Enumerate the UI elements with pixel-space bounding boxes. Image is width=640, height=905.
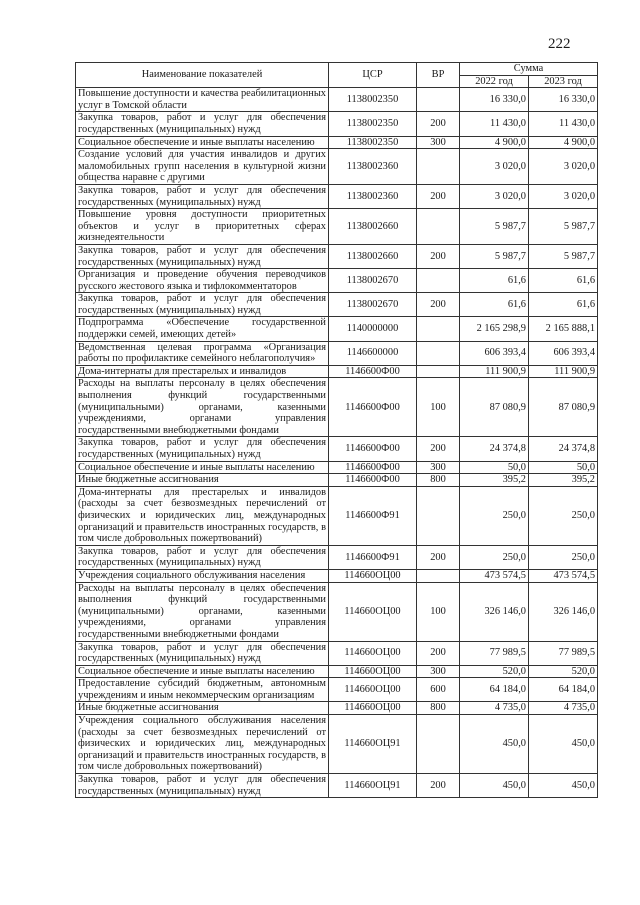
table-row <box>76 365 598 378</box>
table-row <box>76 244 598 268</box>
budget-table <box>75 62 598 798</box>
row-name: Подпрограмма «Обеспечение государственной поддержки семей, имеющих детей» <box>76 317 329 341</box>
table-row <box>76 317 598 341</box>
table-row <box>76 545 598 569</box>
row-csr: 1146600Ф00 <box>329 461 417 474</box>
row-value-2023: 61,6 <box>529 269 598 293</box>
row-value-2023: 77 989,5 <box>529 641 598 665</box>
table-row <box>76 702 598 715</box>
row-value-2023: 5 987,7 <box>529 244 598 268</box>
row-name: Иные бюджетные ассигнования <box>76 702 329 715</box>
header-sum: Сумма <box>460 63 598 76</box>
row-csr: 1146600Ф00 <box>329 365 417 378</box>
row-vr: 300 <box>417 665 460 678</box>
row-value-2022: 16 330,0 <box>460 88 529 112</box>
row-value-2022: 24 374,8 <box>460 437 529 461</box>
row-csr: 1146600Ф00 <box>329 378 417 437</box>
row-name: Иные бюджетные ассигнования <box>76 474 329 487</box>
row-value-2023: 16 330,0 <box>529 88 598 112</box>
row-value-2023: 473 574,5 <box>529 569 598 582</box>
row-value-2023: 61,6 <box>529 293 598 317</box>
row-value-2023: 450,0 <box>529 715 598 774</box>
row-vr: 200 <box>417 293 460 317</box>
row-value-2022: 250,0 <box>460 545 529 569</box>
row-value-2023: 5 987,7 <box>529 209 598 245</box>
row-value-2022: 250,0 <box>460 486 529 545</box>
row-csr: 114660ОЦ00 <box>329 569 417 582</box>
row-value-2023: 3 020,0 <box>529 184 598 208</box>
row-csr: 1146600Ф91 <box>329 486 417 545</box>
row-vr <box>417 209 460 245</box>
row-vr: 300 <box>417 461 460 474</box>
row-value-2023: 3 020,0 <box>529 149 598 185</box>
table-row <box>76 209 598 245</box>
row-value-2023: 250,0 <box>529 486 598 545</box>
row-value-2022: 5 987,7 <box>460 209 529 245</box>
row-csr: 1138002670 <box>329 269 417 293</box>
row-value-2022: 520,0 <box>460 665 529 678</box>
row-vr <box>417 149 460 185</box>
page-number: 222 <box>548 36 571 52</box>
row-csr: 114660ОЦ00 <box>329 641 417 665</box>
row-value-2022: 64 184,0 <box>460 678 529 702</box>
row-value-2023: 2 165 888,1 <box>529 317 598 341</box>
row-name: Организация и проведение обучения переводчиков русского жестового языка и тифлокомментаторов <box>76 269 329 293</box>
row-csr: 1138002660 <box>329 244 417 268</box>
table-row <box>76 461 598 474</box>
row-csr: 1146600Ф91 <box>329 545 417 569</box>
row-value-2023: 64 184,0 <box>529 678 598 702</box>
row-vr: 600 <box>417 678 460 702</box>
row-value-2022: 50,0 <box>460 461 529 474</box>
row-value-2022: 450,0 <box>460 715 529 774</box>
row-value-2023: 11 430,0 <box>529 112 598 136</box>
table-row <box>76 774 598 798</box>
row-vr <box>417 486 460 545</box>
row-name: Закупка товаров, работ и услуг для обеспечения государственных (муниципальных) нужд <box>76 545 329 569</box>
row-csr: 114660ОЦ00 <box>329 665 417 678</box>
row-csr: 1146600Ф00 <box>329 474 417 487</box>
table-header-row <box>76 63 598 76</box>
row-name: Повышение уровня доступности приоритетных объектов и услуг в приоритетных сферах жизнедеятельности <box>76 209 329 245</box>
header-year-2022: 2022 год <box>460 75 529 88</box>
row-vr <box>417 569 460 582</box>
table-row <box>76 88 598 112</box>
row-csr: 1138002350 <box>329 88 417 112</box>
table-row <box>76 569 598 582</box>
row-csr: 1140000000 <box>329 317 417 341</box>
row-value-2023: 395,2 <box>529 474 598 487</box>
row-value-2023: 4 735,0 <box>529 702 598 715</box>
row-vr: 200 <box>417 437 460 461</box>
row-vr: 100 <box>417 582 460 641</box>
row-vr: 200 <box>417 641 460 665</box>
row-name: Расходы на выплаты персоналу в целях обеспечения выполнения функций государственными (муниципальными) органами, казенными учреждениями, органами управления государственными внебюджетными фондами <box>76 582 329 641</box>
row-vr: 200 <box>417 545 460 569</box>
table-row <box>76 149 598 185</box>
row-csr: 1138002360 <box>329 184 417 208</box>
row-name: Социальное обеспечение и иные выплаты населению <box>76 461 329 474</box>
row-name: Социальное обеспечение и иные выплаты населению <box>76 136 329 149</box>
row-value-2022: 77 989,5 <box>460 641 529 665</box>
row-value-2022: 3 020,0 <box>460 184 529 208</box>
row-value-2022: 473 574,5 <box>460 569 529 582</box>
table-row <box>76 582 598 641</box>
row-csr: 114660ОЦ00 <box>329 678 417 702</box>
row-name: Закупка товаров, работ и услуг для обеспечения государственных (муниципальных) нужд <box>76 112 329 136</box>
row-name: Закупка товаров, работ и услуг для обеспечения государственных (муниципальных) нужд <box>76 641 329 665</box>
header-csr: ЦСР <box>329 63 417 88</box>
row-vr: 200 <box>417 112 460 136</box>
row-value-2022: 326 146,0 <box>460 582 529 641</box>
row-value-2023: 111 900,9 <box>529 365 598 378</box>
table-row <box>76 293 598 317</box>
row-name: Закупка товаров, работ и услуг для обеспечения государственных (муниципальных) нужд <box>76 774 329 798</box>
row-value-2023: 326 146,0 <box>529 582 598 641</box>
row-name: Дома-интернаты для престарелых и инвалидов (расходы за счет безвозмездных перечислений от физических и юридических лиц, международных организаций и правительств иностранных государств, в том числе добровольных пожертвований) <box>76 486 329 545</box>
row-value-2022: 5 987,7 <box>460 244 529 268</box>
row-name: Закупка товаров, работ и услуг для обеспечения государственных (муниципальных) нужд <box>76 244 329 268</box>
table-row <box>76 437 598 461</box>
row-name: Расходы на выплаты персоналу в целях обеспечения выполнения функций государственными (муниципальными) органами, казенными учреждениями, органами управления государственными внебюджетными фондами <box>76 378 329 437</box>
table-row <box>76 665 598 678</box>
row-value-2022: 2 165 298,9 <box>460 317 529 341</box>
row-vr <box>417 715 460 774</box>
row-vr: 100 <box>417 378 460 437</box>
row-name: Социальное обеспечение и иные выплаты населению <box>76 665 329 678</box>
row-value-2023: 4 900,0 <box>529 136 598 149</box>
table-row <box>76 184 598 208</box>
row-value-2023: 24 374,8 <box>529 437 598 461</box>
row-csr: 114660ОЦ91 <box>329 715 417 774</box>
row-value-2023: 450,0 <box>529 774 598 798</box>
row-name: Закупка товаров, работ и услуг для обеспечения государственных (муниципальных) нужд <box>76 184 329 208</box>
table-row <box>76 678 598 702</box>
row-vr: 300 <box>417 136 460 149</box>
row-value-2022: 395,2 <box>460 474 529 487</box>
header-year-2023: 2023 год <box>529 75 598 88</box>
row-value-2022: 3 020,0 <box>460 149 529 185</box>
row-vr <box>417 317 460 341</box>
row-value-2022: 606 393,4 <box>460 341 529 365</box>
row-csr: 1146600Ф00 <box>329 437 417 461</box>
row-vr: 800 <box>417 702 460 715</box>
table-row <box>76 486 598 545</box>
row-vr <box>417 88 460 112</box>
table-row <box>76 715 598 774</box>
table-row <box>76 378 598 437</box>
table-row <box>76 269 598 293</box>
table-row <box>76 341 598 365</box>
row-value-2023: 606 393,4 <box>529 341 598 365</box>
row-vr: 200 <box>417 774 460 798</box>
row-csr: 1138002660 <box>329 209 417 245</box>
row-vr: 200 <box>417 244 460 268</box>
row-csr: 114660ОЦ00 <box>329 702 417 715</box>
row-csr: 1138002350 <box>329 112 417 136</box>
row-name: Ведомственная целевая программа «Организация работы по профилактике семейного неблагополучия» <box>76 341 329 365</box>
row-vr <box>417 341 460 365</box>
row-vr: 800 <box>417 474 460 487</box>
row-csr: 1138002360 <box>329 149 417 185</box>
row-value-2022: 4 900,0 <box>460 136 529 149</box>
row-name: Дома-интернаты для престарелых и инвалидов <box>76 365 329 378</box>
table-row <box>76 641 598 665</box>
row-value-2022: 450,0 <box>460 774 529 798</box>
table-row <box>76 136 598 149</box>
row-value-2023: 87 080,9 <box>529 378 598 437</box>
row-csr: 114660ОЦ00 <box>329 582 417 641</box>
row-value-2022: 87 080,9 <box>460 378 529 437</box>
row-name: Повышение доступности и качества реабилитационных услуг в Томской области <box>76 88 329 112</box>
row-value-2023: 520,0 <box>529 665 598 678</box>
row-value-2022: 11 430,0 <box>460 112 529 136</box>
row-value-2022: 111 900,9 <box>460 365 529 378</box>
table-row <box>76 112 598 136</box>
table-body <box>76 88 598 798</box>
row-name: Учреждения социального обслуживания населения <box>76 569 329 582</box>
row-csr: 1138002350 <box>329 136 417 149</box>
row-name: Предоставление субсидий бюджетным, автономным учреждениям и иным некоммерческим организациям <box>76 678 329 702</box>
row-name: Создание условий для участия инвалидов и других маломобильных групп населения в культурной жизни общества наравне с другими <box>76 149 329 185</box>
row-vr <box>417 365 460 378</box>
row-vr: 200 <box>417 184 460 208</box>
row-csr: 114660ОЦ91 <box>329 774 417 798</box>
row-value-2022: 4 735,0 <box>460 702 529 715</box>
row-name: Закупка товаров, работ и услуг для обеспечения государственных (муниципальных) нужд <box>76 437 329 461</box>
row-value-2022: 61,6 <box>460 269 529 293</box>
row-csr: 1138002670 <box>329 293 417 317</box>
row-value-2022: 61,6 <box>460 293 529 317</box>
table-row <box>76 474 598 487</box>
row-vr <box>417 269 460 293</box>
row-value-2023: 250,0 <box>529 545 598 569</box>
header-name: Наименование показателей <box>76 63 329 88</box>
row-value-2023: 50,0 <box>529 461 598 474</box>
row-csr: 1146600000 <box>329 341 417 365</box>
row-name: Учреждения социального обслуживания населения (расходы за счет безвозмездных перечислений от физических и юридических лиц, международных организаций и правительств иностранных государств, в том числе добровольных пожертвований) <box>76 715 329 774</box>
row-name: Закупка товаров, работ и услуг для обеспечения государственных (муниципальных) нужд <box>76 293 329 317</box>
header-vr: ВР <box>417 63 460 88</box>
